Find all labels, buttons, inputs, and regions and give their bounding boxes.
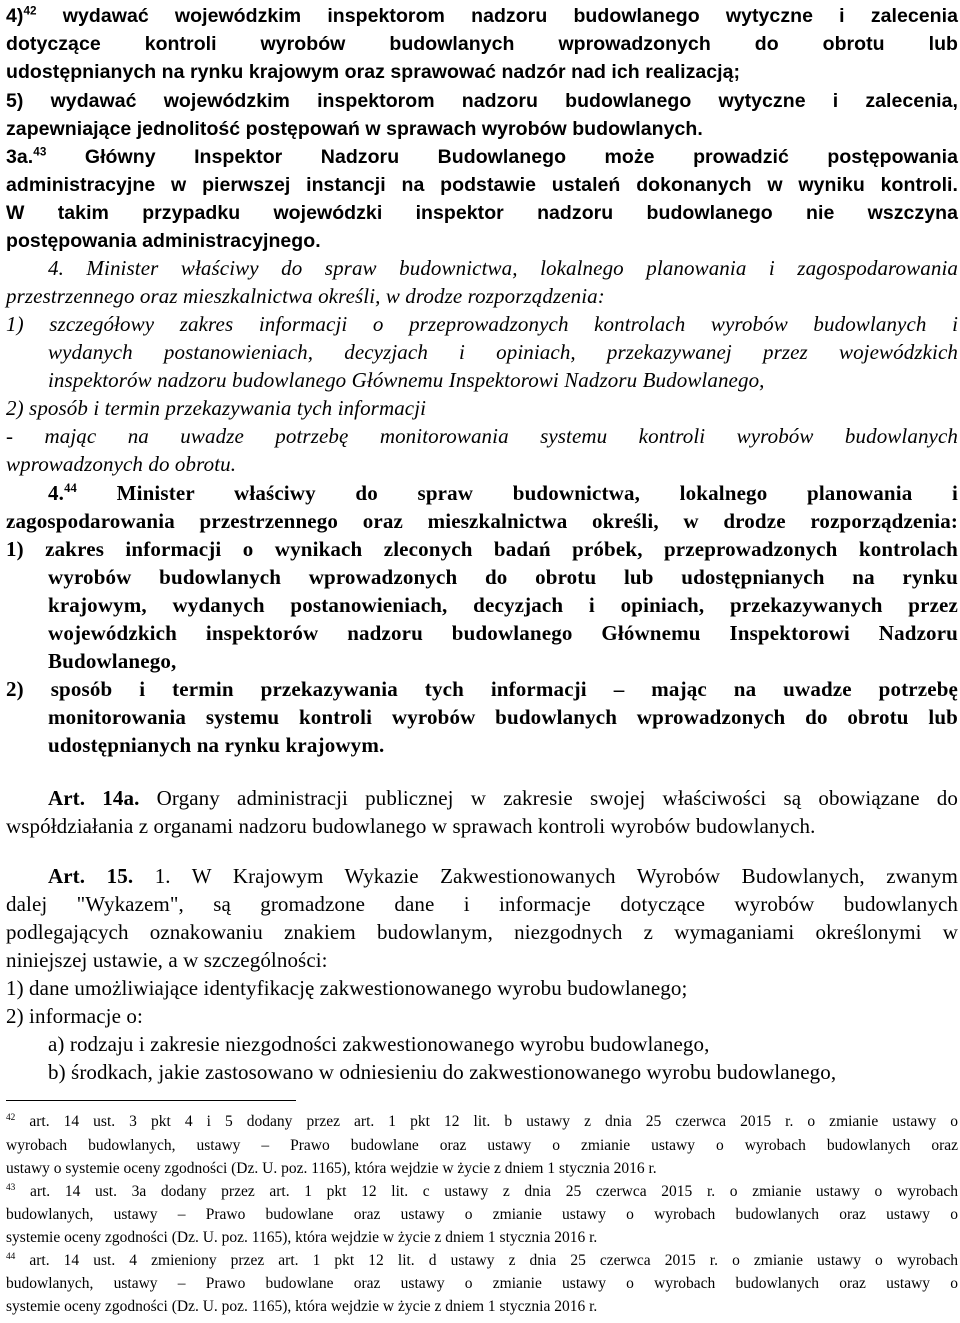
footnote-ref: 42 [23, 4, 37, 18]
paragraph-line: wprowadzonych do obrotu. [6, 452, 237, 476]
footnote-number: 42 [6, 1112, 16, 1123]
paragraph-line: niniejszej ustawie, a w szczególności: [6, 948, 328, 972]
paragraph-line: wyrobów budowlanych wprowadzonych do obrotu lub udostępnianych na rynku [48, 565, 958, 589]
paragraph-line: - mając na uwadze potrzebę monitorowania systemu kontroli wyrobów budowlanych [6, 424, 958, 448]
paragraph-line: 2) informacje o: [6, 1004, 143, 1028]
paragraph-line: a) rodzaju i zakresie niezgodności zakwestionowanego wyrobu budowlanego, [48, 1032, 710, 1056]
line-text: art. 14 ust. 3a dodany przez art. 1 pkt 12 lit. c ustawy z dnia 25 czerwca 2015 r. o zmianie ustawy o wyrobach [15, 1183, 958, 1200]
line-text: art. 14 ust. 3 pkt 4 i 5 dodany przez art. 1 pkt 12 lit. b ustawy z dnia 25 czerwca 2015 r. o zmianie ustawy o [15, 1113, 958, 1130]
paragraph-line: W takim przypadku wojewódzki inspektor nadzoru budowlanego nie wszczyna [6, 202, 958, 224]
line-text: wydawać wojewódzkim inspektorom nadzoru budowlanego wytyczne i zalecenia [36, 5, 958, 27]
line-text: Główny Inspektor Nadzoru Budowlanego może prowadzić postępowania [46, 146, 958, 168]
item-number: 4) [6, 5, 24, 27]
paragraph-line: 5) wydawać wojewódzkim inspektorom nadzoru budowlanego wytyczne i zalecenia, [6, 90, 958, 112]
paragraph-line [48, 479, 958, 507]
footnote-line [6, 1251, 958, 1271]
footnote-number: 44 [6, 1251, 16, 1262]
paragraph-line: 4. Minister właściwy do spraw budownictwa, lokalnego planowania i zagospodarowania [48, 256, 958, 280]
article-label: Art. 14a. [48, 786, 140, 810]
line-text: art. 14 ust. 4 zmieniony przez art. 1 pkt 12 lit. d ustawy z dnia 25 czerwca 2015 r. o zmianie ustawy o wyrobach [15, 1252, 958, 1269]
paragraph-line: zapewniające jednolitość postępowań w sprawach wyrobów budowlanych. [6, 118, 703, 140]
paragraph-line [48, 862, 958, 890]
paragraph-line: 1) dane umożliwiające identyfikację zakwestionowanego wyrobu budowlanego; [6, 976, 688, 1000]
paragraph-line: wojewódzkich inspektorów nadzoru budowlanego Głównemu Inspektorowi Nadzoru [48, 621, 958, 645]
paragraph-line [6, 145, 958, 169]
paragraph-line: 2) sposób i termin przekazywania tych informacji – mając na uwadze potrzebę [6, 677, 958, 701]
footnote-line: systemie oceny zgodności (Dz. U. poz. 1165), która wejdzie w życie z dniem 1 stycznia 2016 r. [6, 1298, 598, 1315]
line-text: 1. W Krajowym Wykazie Zakwestionowanych Wyrobów Budowlanych, zwanym [133, 864, 958, 888]
paragraph-line: przestrzennego oraz mieszkalnictwa określi, w drodze rozporządzenia: [6, 284, 605, 308]
paragraph-line: krajowym, wydanych postanowieniach, decyzjach i opiniach, przekazywanych przez [48, 593, 958, 617]
paragraph-label: 4. [48, 481, 65, 505]
paragraph-line [6, 4, 958, 28]
paragraph-line: podlegających oznakowaniu znakiem budowlanym, niezgodnych z wymaganiami określonymi w [6, 920, 958, 944]
line-text: Minister właściwy do spraw budownictwa, lokalnego planowania i [76, 481, 958, 505]
paragraph-line: współdziałania z organami nadzoru budowlanego w sprawach kontroli wyrobów budowlanych. [6, 814, 816, 838]
footnote-ref: 43 [33, 145, 47, 159]
line-text: Organy administracji publicznej w zakresie swojej właściwości są obowiązane do [139, 786, 959, 810]
paragraph-line: b) środkach, jakie zastosowano w odniesieniu do zakwestionowanego wyrobu budowlanego, [48, 1060, 837, 1084]
paragraph-line: udostępnianych na rynku krajowym oraz sprawować nadzór nad ich realizacją; [6, 61, 741, 83]
footnote-separator [6, 1100, 296, 1101]
paragraph-line: 1) zakres informacji o wynikach zleconych badań próbek, przeprowadzonych kontrolach [6, 537, 958, 561]
article-label: Art. 15. [48, 864, 134, 888]
footnote-line: budowlanych, ustawy – Prawo budowlane oraz ustawy o zmianie ustawy o wyrobach budowlanych oraz ustawy o [6, 1275, 958, 1292]
paragraph-line: zagospodarowania przestrzennego oraz mieszkalnictwa określi, w drodze rozporządzenia: [6, 509, 958, 533]
paragraph-line: wydanych postanowieniach, decyzjach i opiniach, przekazywanej przez wojewódzkich [48, 340, 958, 364]
paragraph-line: 2) sposób i termin przekazywania tych informacji [6, 396, 427, 420]
footnote-line: wyrobach budowlanych, ustawy – Prawo budowlane oraz ustawy o zmianie ustawy o wyrobach budowlanych oraz [6, 1137, 958, 1154]
footnote-ref: 44 [64, 481, 77, 495]
footnote-line: systemie oceny zgodności (Dz. U. poz. 1165), która wejdzie w życie z dniem 1 stycznia 2016 r. [6, 1229, 598, 1246]
paragraph-label: 3a. [6, 146, 34, 168]
paragraph-line: inspektorów nadzoru budowlanego Głównemu Inspektorowi Nadzoru Budowlanego, [48, 368, 765, 392]
paragraph-line: dotyczące kontroli wyrobów budowlanych wprowadzonych do obrotu lub [6, 33, 958, 55]
paragraph-line: postępowania administracyjnego. [6, 230, 321, 252]
footnote-line [6, 1182, 958, 1202]
paragraph-line: udostępnianych na rynku krajowym. [48, 733, 385, 757]
footnote-line [6, 1112, 958, 1132]
paragraph-line: administracyjne w pierwszej instancji na podstawie ustaleń dokonanych w wyniku kontroli. [6, 174, 958, 196]
paragraph-line: dalej "Wykazem", są gromadzone dane i informacje dotyczące wyrobów budowlanych [6, 892, 958, 916]
paragraph-line [48, 784, 958, 812]
paragraph-line: Budowlanego, [48, 649, 177, 673]
paragraph-line: 1) szczegółowy zakres informacji o przeprowadzonych kontrolach wyrobów budowlanych i [6, 312, 958, 336]
paragraph-line: monitorowania systemu kontroli wyrobów budowlanych wprowadzonych do obrotu lub [48, 705, 958, 729]
footnote-line: ustawy o systemie oceny zgodności (Dz. U. poz. 1165), która wejdzie w życie z dniem 1 stycznia 2016 r. [6, 1160, 657, 1177]
footnote-line: budowlanych, ustawy – Prawo budowlane oraz ustawy o zmianie ustawy o wyrobach budowlanych oraz ustawy o [6, 1206, 958, 1223]
footnote-number: 43 [6, 1182, 16, 1193]
